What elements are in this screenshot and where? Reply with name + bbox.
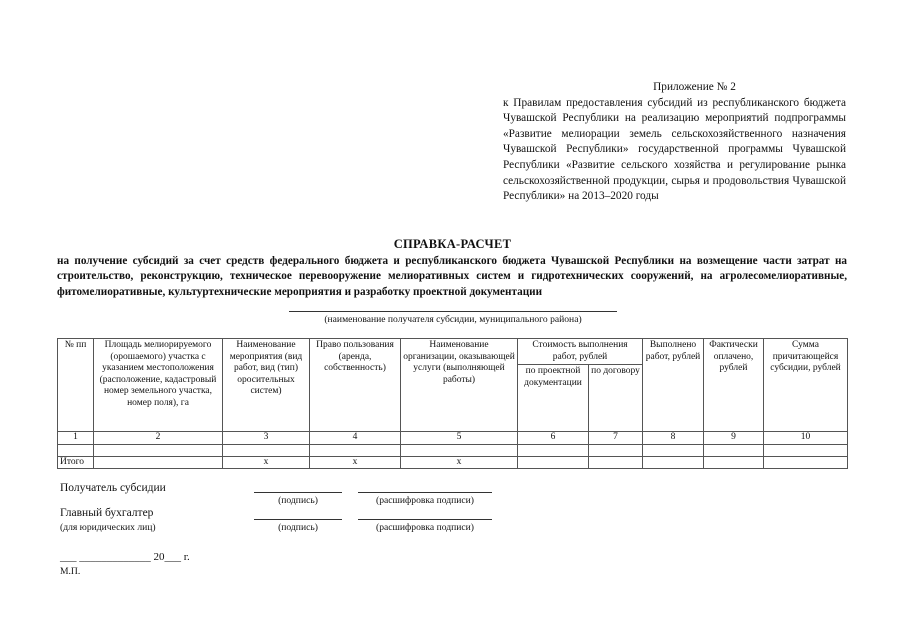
table-cell[interactable]: [223, 444, 310, 456]
header-cost: Стоимость выполнения работ, рублей: [518, 339, 643, 365]
header-paid: Фактически оплачено, рублей: [704, 339, 764, 432]
document-title: СПРАВКА-РАСЧЕТ: [393, 237, 512, 251]
table-cell[interactable]: [764, 444, 848, 456]
x-mark: x: [401, 456, 518, 469]
col-number: 2: [94, 432, 223, 445]
header-org: Наименование организации, оказывающей услуги (выполняющей работы): [401, 339, 518, 432]
col-number: 4: [310, 432, 401, 445]
table-cell[interactable]: [310, 444, 401, 456]
header-num: № пп: [58, 339, 94, 432]
accountant-decode-line[interactable]: [358, 519, 492, 520]
stamp-label: М.П.: [60, 566, 81, 577]
table-cell[interactable]: [643, 444, 704, 456]
total-row: [58, 456, 848, 469]
decode-caption: (расшифровка подписи): [376, 522, 474, 533]
table-cell[interactable]: [704, 444, 764, 456]
date-line[interactable]: ___ _____________ 20___ г.: [60, 551, 190, 563]
x-mark: x: [310, 456, 401, 469]
table-cell[interactable]: [589, 456, 643, 469]
total-label: Итого: [58, 456, 94, 469]
table-cell[interactable]: [518, 456, 589, 469]
table-cell[interactable]: [643, 456, 704, 469]
table-cell[interactable]: [94, 444, 223, 456]
col-number: 6: [518, 432, 589, 445]
accountant-note: (для юридических лиц): [60, 522, 156, 533]
recipient-decode-line[interactable]: [358, 492, 492, 493]
x-mark: x: [223, 456, 310, 469]
recipient-label: Получатель субсидии: [60, 482, 166, 494]
col-number: 7: [589, 432, 643, 445]
table-row[interactable]: [58, 444, 848, 456]
header-cost-contract: по договору: [589, 365, 643, 432]
table-cell[interactable]: [94, 456, 223, 469]
header-right: Право пользования (аренда, собственность): [310, 339, 401, 432]
table-cell[interactable]: [518, 444, 589, 456]
signature-caption: (подпись): [278, 495, 318, 506]
header-done: Выполнено работ, рублей: [643, 339, 704, 432]
table-cell[interactable]: [764, 456, 848, 469]
col-number: 1: [58, 432, 94, 445]
recipient-name-line[interactable]: [289, 311, 617, 312]
calculation-table: [57, 338, 848, 469]
col-number: 5: [401, 432, 518, 445]
appendix-text: к Правилам предоставления субсидий из республиканского бюджета Чувашской Республики на реализацию мероприятий подпрограммы «Развитие мелиорации земель сельскохозяйственного назначения Чувашской Республики» государственной программы Чувашской Республики «Развитие сельского хозяйства и регулирование рынка сельскохозяйственной продукции, сырья и продовольствия Чувашской Республики» на 2013–2020 годы: [503, 96, 846, 203]
table-cell[interactable]: [589, 444, 643, 456]
header-measure: Наименование мероприятия (вид работ, вид (тип) оросительных систем): [223, 339, 310, 432]
accountant-label: Главный бухгалтер: [60, 507, 154, 519]
col-number: 9: [704, 432, 764, 445]
document-subtitle: на получение субсидий за счет средств федерального бюджета и республиканского бюджета Чувашской Республики на возмещение части затрат на строительство, реконструкцию, техническое перевооружение мелиоративных систем и гидротехнических сооружений, на агролесомелиоративные, фитомелиоративные, культуртехнические мероприятия и разработку проектной документации: [57, 255, 847, 298]
appendix-title: Приложение № 2: [653, 81, 736, 93]
table-cell[interactable]: [58, 444, 94, 456]
col-number: 3: [223, 432, 310, 445]
recipient-caption: (наименование получателя субсидии, муниципального района): [324, 314, 582, 325]
col-number: 8: [643, 432, 704, 445]
recipient-signature-line[interactable]: [254, 492, 342, 493]
header-area: Площадь мелиорируемого (орошаемого) участка с указанием местоположения (расположение, кадастровый номер земельного участка, номер поля), га: [94, 339, 223, 432]
signature-caption: (подпись): [278, 522, 318, 533]
column-number-row: [58, 432, 848, 445]
header-due: Сумма причитающейся субсидии, рублей: [764, 339, 848, 432]
col-number: 10: [764, 432, 848, 445]
accountant-signature-line[interactable]: [254, 519, 342, 520]
appendix-block: [503, 80, 846, 205]
table-header-row: [58, 339, 848, 365]
decode-caption: (расшифровка подписи): [376, 495, 474, 506]
header-cost-project: по проектной документации: [518, 365, 589, 432]
table-cell[interactable]: [401, 444, 518, 456]
table-cell[interactable]: [704, 456, 764, 469]
